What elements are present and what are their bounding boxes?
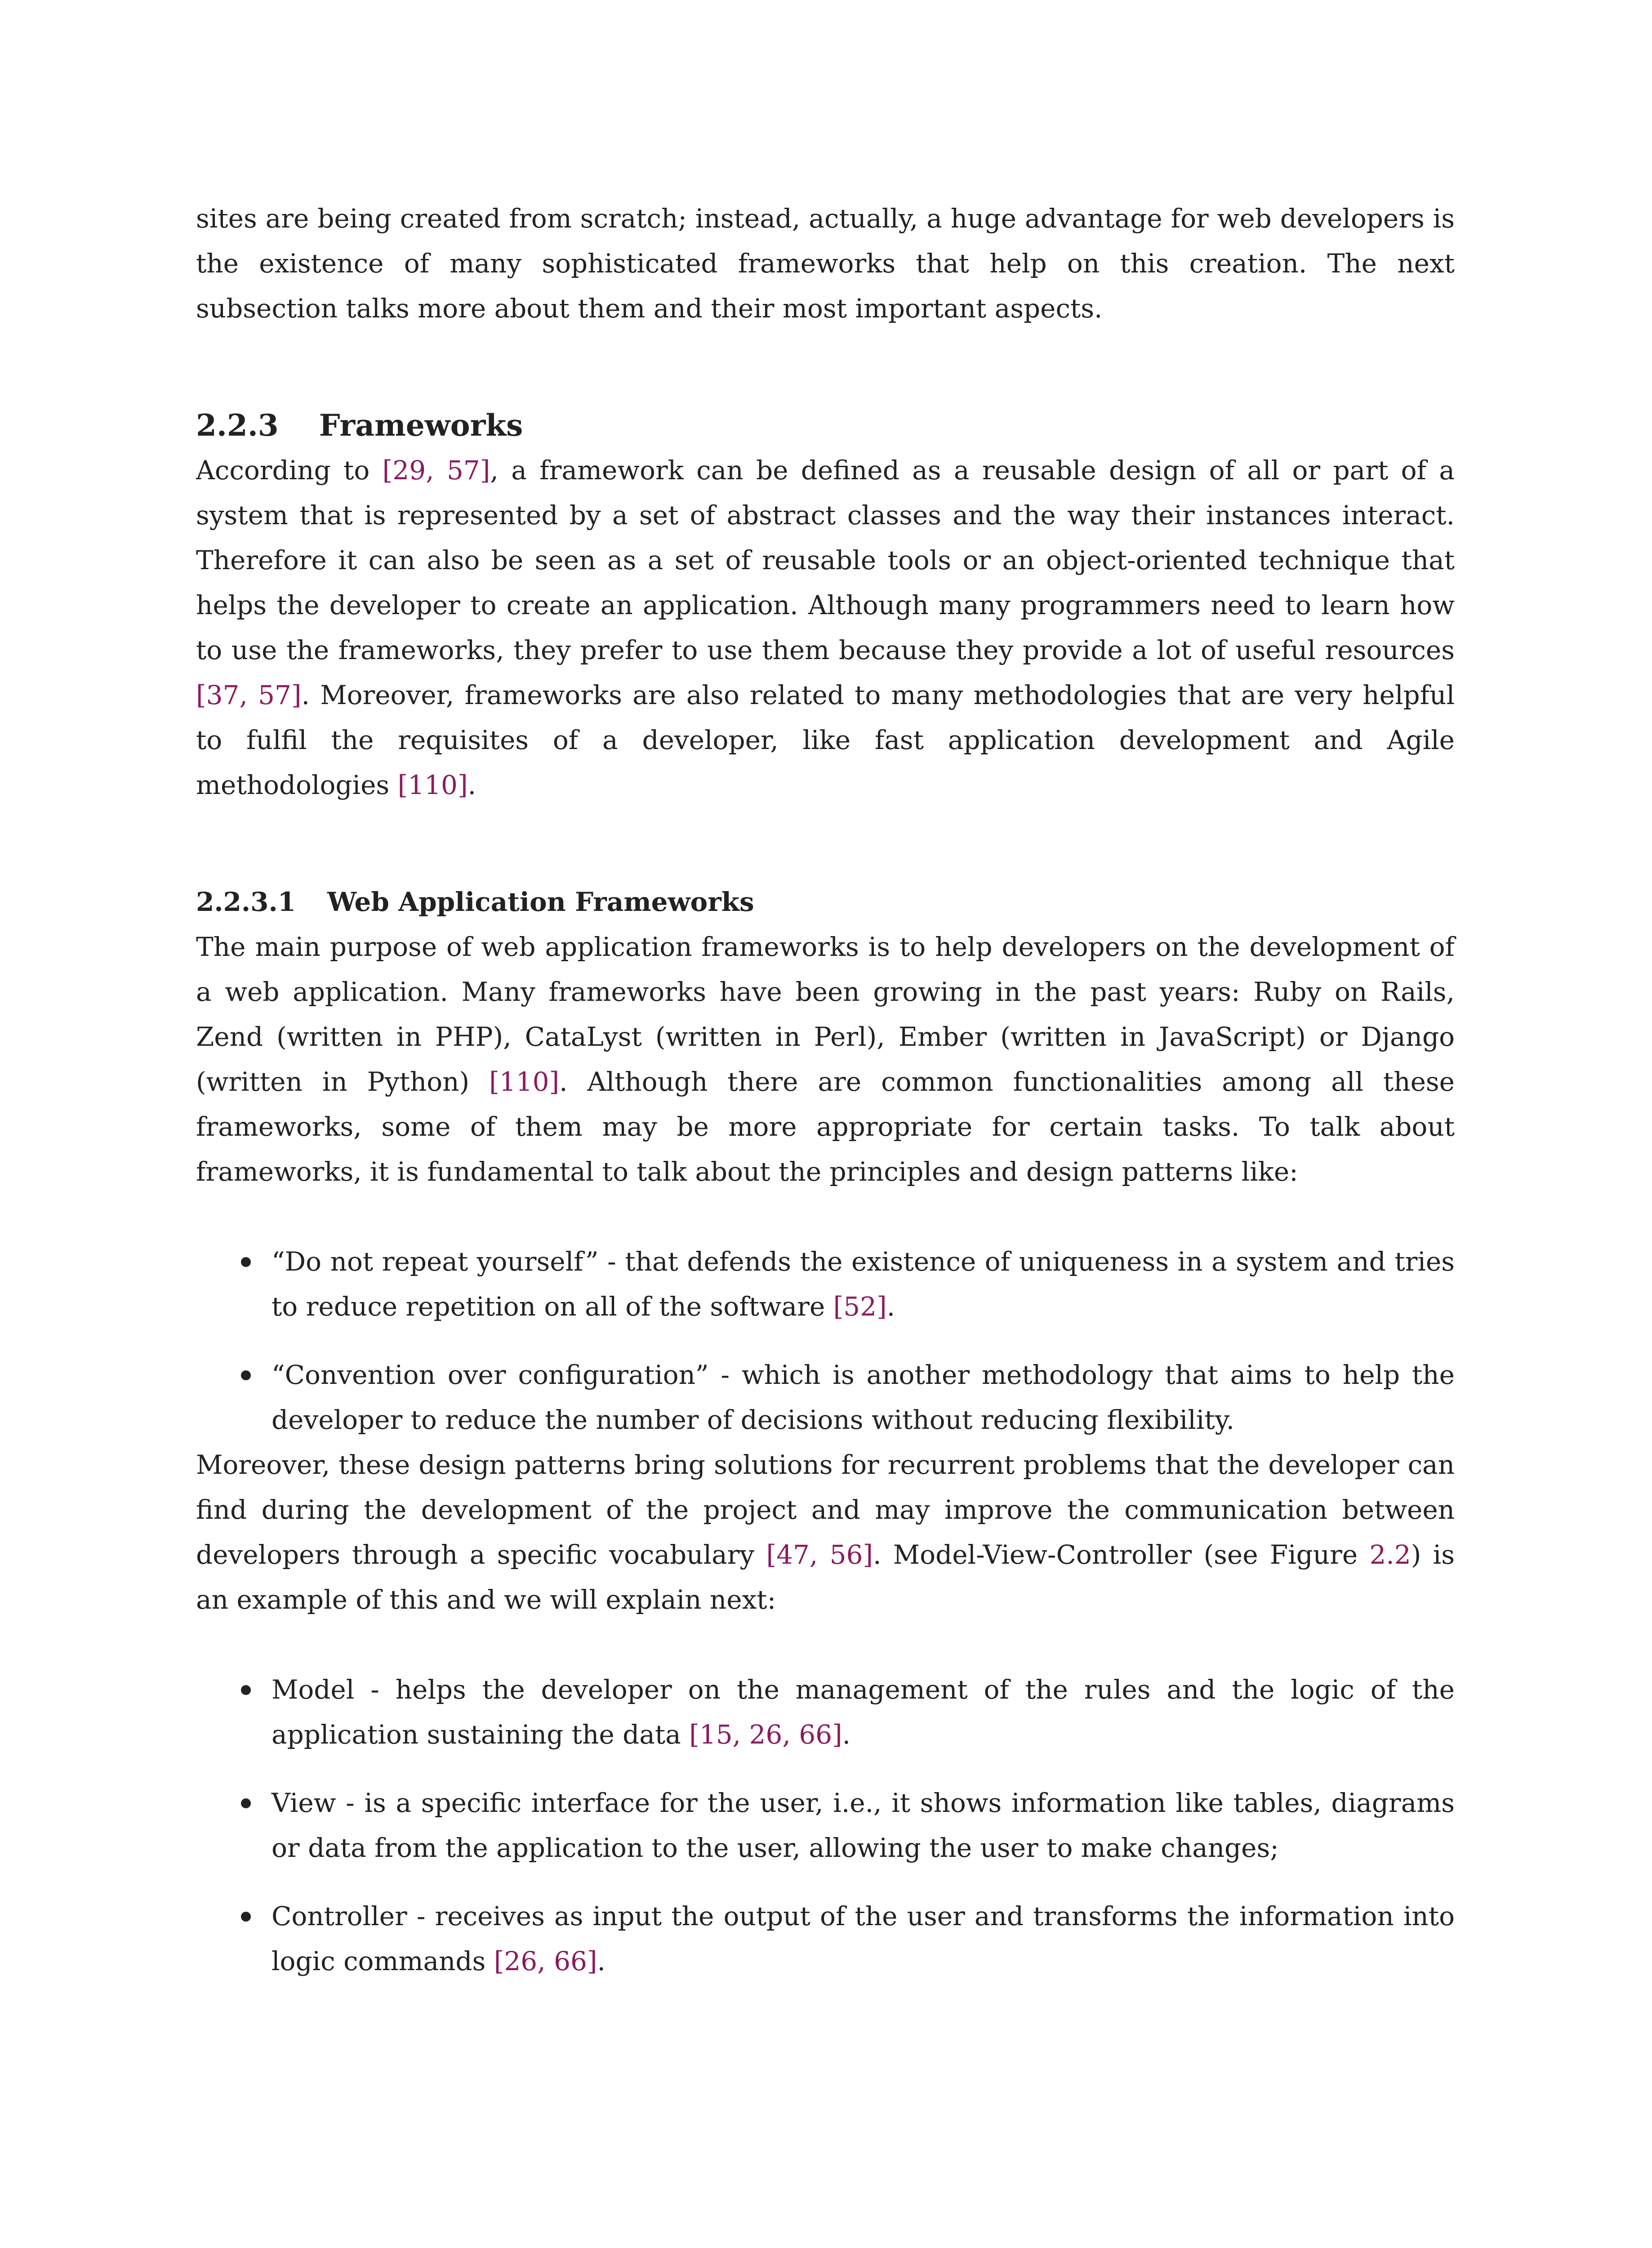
section-number: 2.2.3.1 [196,887,296,917]
section-heading-2-2-3 [196,403,1455,448]
text-run: . [842,1719,851,1750]
text-run: Moreover, these design patterns bring solutions for recurrent problems that the developer can find during the development of the project and may improve the communication between developers through a specific vocabulary [196,1450,1455,1570]
bullet-icon [241,1370,251,1380]
webapp-paragraph [196,924,1455,1194]
text-run: . Although there are common functionalities among all these frameworks, some of them may be more appropriate for certain tasks. To talk about frameworks, it is fundamental to talk about the principles and design patterns like: [196,1066,1455,1187]
section-title: Web Application Frameworks [327,887,754,917]
citation-separator: , [809,1539,830,1570]
text-run: “Do not repeat yourself” - that defends the existence of uniqueness in a system and tries to reduce repetition on all of the software [272,1246,1455,1322]
citation-link[interactable]: 57 [446,455,480,486]
citation-link[interactable]: 56 [829,1539,863,1570]
citation-bracket: [ [689,1719,699,1750]
citation-link[interactable]: 15 [699,1719,733,1750]
list-item [196,1894,1455,1984]
bullet-icon [241,1798,251,1808]
citation-bracket: [ [494,1946,504,1976]
mvc-list [196,1667,1455,1984]
text-run: . [597,1946,606,1976]
citation-link[interactable]: 26 [749,1719,783,1750]
citation-link[interactable]: 26 [504,1946,538,1976]
citation-link[interactable]: [52] [833,1291,887,1322]
list-item [196,1239,1455,1329]
citation-separator: , [239,680,258,710]
text-run: “Convention over configuration” - which is another methodology that aims to help the developer to reduce the number of decisions without reducing flexibility. [272,1360,1455,1435]
text-run: . Model-View-Controller (see Figure [873,1539,1370,1570]
text-run: View - is a specific interface for the user, i.e., it shows information like tables, diagrams or data from the application to the user, allowing the user to make changes; [272,1788,1455,1863]
bullet-icon [241,1912,251,1922]
citation-bracket: ] [480,455,490,486]
citation-link[interactable]: [47 [766,1539,810,1570]
intro-paragraph [196,196,1455,331]
patterns-paragraph [196,1442,1455,1622]
citation-separator: , [732,1719,749,1750]
citation-bracket: ] [291,680,302,710]
citation-link[interactable]: 57 [258,680,291,710]
text-run: The main purpose of web application frameworks is to help developers on the development of a web application. Many frameworks have been growing in the past years: Ruby on Rails, Zend (written in PHP), CataLyst (written in Perl), Ember (written in JavaScript) or Django (written in Python) [196,932,1455,1097]
section-heading-2-2-3-1 [196,879,1455,924]
text-run: Model - helps the developer on the management of the rules and the logic of the application sustaining the data [272,1674,1455,1750]
citation-link[interactable]: [37 [196,680,240,710]
bullet-icon [241,1685,251,1695]
text-run: According to [196,455,383,486]
principles-list [196,1239,1455,1442]
figure-reference-link[interactable]: 2.2 [1369,1539,1411,1570]
citation-link[interactable]: [110] [489,1066,560,1097]
text-run: . [886,1291,895,1322]
intro-text: sites are being created from scratch; instead, actually, a huge advantage for web developers is the existence of many sophisticated frameworks that help on this creation. The next subsection talks more about them and their most important aspects. [196,203,1455,324]
citation-separator: , [782,1719,799,1750]
citation-separator: , [426,455,447,486]
frameworks-paragraph [196,448,1455,807]
text-run: . [468,770,476,800]
citation-link[interactable]: 66 [799,1719,832,1750]
text-run: . Moreover, frameworks are also related to many methodologies that are very helpful to fulfil the requisites of a developer, like fast application development and Agile methodologies [196,680,1455,800]
citation-bracket: ] [587,1946,597,1976]
citation-bracket: ] [863,1539,873,1570]
citation-link[interactable]: [110] [397,770,468,800]
text-run: , a framework can be defined as a reusable design of all or part of a system that is represented by a set of abstract classes and the way their instances interact. Therefore it can also be seen as a set of reusable tools or an object-oriented technique that helps the developer to create an application. Although many programmers need to learn how to use the frameworks, they prefer to use them because they provide a lot of useful resources [196,455,1455,665]
list-item [196,1780,1455,1870]
section-title: Frameworks [319,408,523,443]
list-item [196,1352,1455,1442]
citation-link[interactable]: [29 [382,455,426,486]
section-number: 2.2.3 [196,408,279,443]
citation-link[interactable]: 66 [554,1946,587,1976]
bullet-icon [241,1257,251,1267]
text-run: Controller - receives as input the output of the user and transforms the information into logic commands [272,1901,1455,1976]
citation-separator: , [537,1946,554,1976]
text-run: ) is an example of this and we will explain next: [196,1539,1455,1615]
page-body [196,196,1455,1984]
citation-bracket: ] [832,1719,842,1750]
list-item [196,1667,1455,1757]
